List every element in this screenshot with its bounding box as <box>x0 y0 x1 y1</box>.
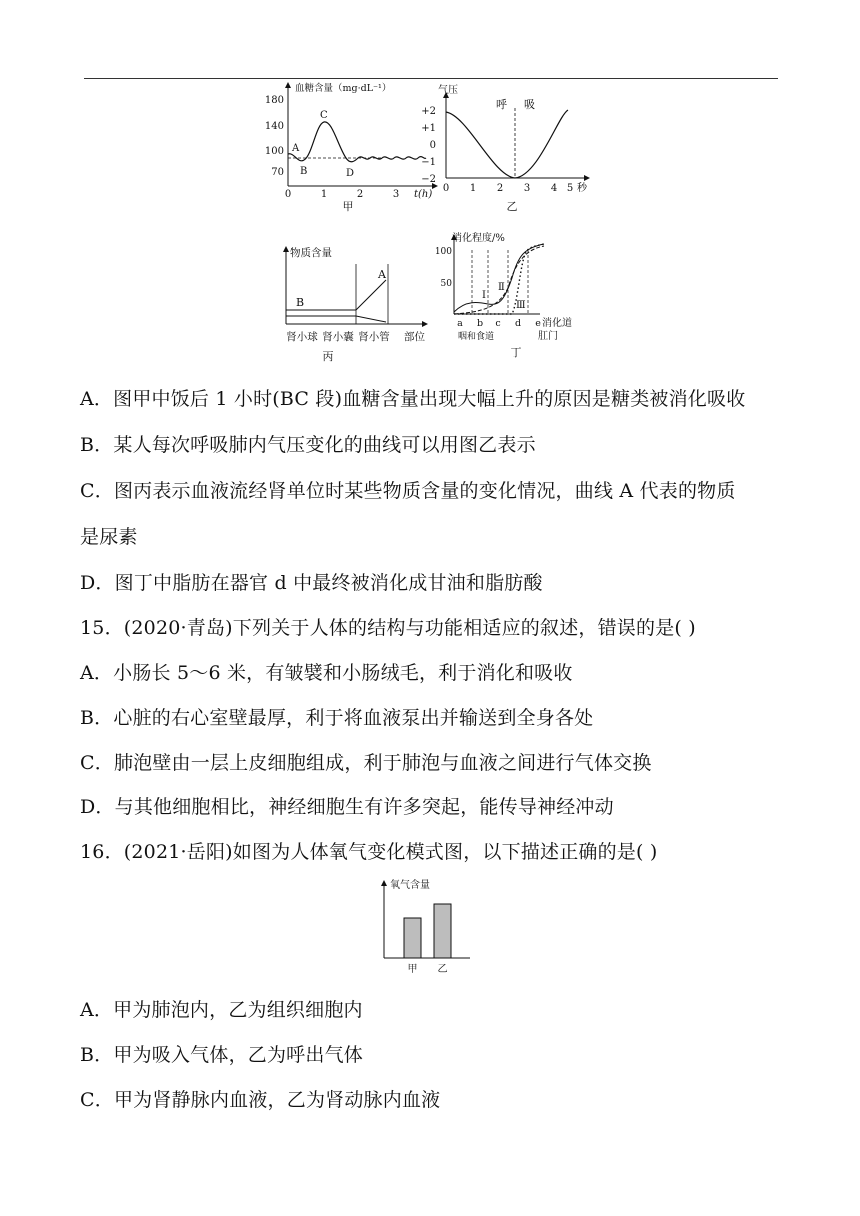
yi-y-title: 气压 <box>438 85 458 96</box>
figure-bing <box>276 240 436 365</box>
figure-oxygen <box>372 874 482 974</box>
jia-x-tick: 3 <box>392 189 400 200</box>
text-line: A．图甲中饭后 1 小时(BC 段)血糖含量出现大幅上升的原因是糖类被消化吸收 <box>80 388 746 410</box>
text-line: 是尿素 <box>80 526 138 548</box>
jia-point-b: B <box>300 166 308 177</box>
ding-x-tick: e <box>535 318 541 329</box>
jia-point-a: A <box>292 143 300 154</box>
jia-y-title: 血糖含量（mg·dL⁻¹） <box>295 83 392 94</box>
text-line: D．与其他细胞相比，神经细胞生有许多突起，能传导神经冲动 <box>80 796 614 818</box>
yi-y-tick: +2 <box>421 106 436 117</box>
yi-caption: 乙 <box>506 200 518 213</box>
ding-y-tick: 100 <box>434 247 452 257</box>
bing-y-title: 物质含量 <box>290 247 332 259</box>
ding-end-label: 肛门 <box>538 331 558 342</box>
oxygen-bar-1 <box>404 918 421 958</box>
jia-x-tick: 1 <box>320 189 328 200</box>
ding-curve-3: Ⅲ <box>516 300 526 311</box>
yi-inhale: 呼 <box>496 98 507 111</box>
jia-y-tick: 100 <box>264 146 284 157</box>
jia-y-tick: 140 <box>264 121 284 132</box>
bing-curve-b: B <box>296 296 305 309</box>
ding-curve-2: Ⅱ <box>498 282 505 293</box>
text-line: B．心脏的右心室壁最厚，利于将血液泵出并输送到全身各处 <box>80 707 594 729</box>
jia-x-label: t(h) <box>414 189 433 200</box>
oxygen-category-label: 甲 <box>407 964 418 974</box>
top-rule <box>84 78 778 79</box>
jia-point-d: D <box>346 168 355 179</box>
jia-y-tick: 70 <box>271 167 284 178</box>
ding-y-title: 消化程度/% <box>452 233 505 244</box>
figure-yi <box>418 80 608 215</box>
text-line: A．甲为肺泡内，乙为组织细胞内 <box>80 999 363 1021</box>
bing-curve-a: A <box>378 268 386 281</box>
bing-x-label: 部位 <box>404 331 425 343</box>
ding-caption: 丁 <box>510 346 522 359</box>
yi-y-tick: 0 <box>429 140 436 151</box>
bing-x-item: 肾小管 <box>358 331 390 343</box>
yi-x-tick: 5 <box>566 183 574 194</box>
ding-x-tick: a <box>457 318 463 329</box>
text-line: B．某人每次呼吸肺内气压变化的曲线可以用图乙表示 <box>80 434 536 456</box>
ding-x-tick: b <box>476 318 484 329</box>
text-line: 16．(2021·岳阳)如图为人体氧气变化模式图，以下描述正确的是( ) <box>80 841 658 863</box>
text-line: B．甲为吸入气体，乙为呼出气体 <box>80 1044 363 1066</box>
yi-x-unit: 秒 <box>577 183 587 194</box>
ding-x-tick: d <box>514 318 522 329</box>
jia-x-tick: 0 <box>284 189 292 200</box>
yi-y-tick: +1 <box>421 123 436 134</box>
oxygen-category-label: 乙 <box>437 964 448 974</box>
figure-jia <box>262 80 442 215</box>
ding-x-tick: c <box>495 318 501 329</box>
yi-exhale: 吸 <box>524 98 535 111</box>
oxygen-bar-2 <box>434 904 451 958</box>
yi-y-tick: −1 <box>421 157 436 168</box>
bing-caption: 丙 <box>322 350 334 363</box>
jia-x-tick: 2 <box>356 189 364 200</box>
ding-y-tick: 50 <box>440 279 452 289</box>
yi-x-tick: 0 <box>442 183 450 194</box>
text-line: D．图丁中脂肪在器官 d 中最终被消化成甘油和脂肪酸 <box>80 572 543 594</box>
yi-y-tick: −2 <box>421 174 436 185</box>
ding-curve-1: Ⅰ <box>482 290 486 301</box>
jia-caption: 甲 <box>342 200 354 213</box>
jia-y-tick: 180 <box>264 95 284 106</box>
ding-start-label: 咽和食道 <box>457 332 495 342</box>
oxygen-y-title: 氧气含量 <box>390 880 430 891</box>
text-line: C．甲为肾静脉内血液，乙为肾动脉内血液 <box>80 1089 441 1111</box>
ding-x-label: 消化道 <box>542 318 572 329</box>
yi-x-tick: 4 <box>550 183 558 194</box>
text-line: C．图丙表示血液流经肾单位时某些物质含量的变化情况，曲线 A 代表的物质 <box>80 480 736 502</box>
bing-x-item: 肾小球 <box>286 331 318 343</box>
text-line: A．小肠长 5～6 米，有皱襞和小肠绒毛，利于消化和吸收 <box>80 662 573 684</box>
bing-x-item: 肾小囊 <box>322 331 354 343</box>
text-line: 15．(2020·青岛)下列关于人体的结构与功能相适应的叙述，错误的是( ) <box>80 617 696 639</box>
yi-x-tick: 1 <box>469 183 477 194</box>
yi-x-tick: 3 <box>523 183 531 194</box>
text-line: C．肺泡壁由一层上皮细胞组成，利于肺泡与血液之间进行气体交换 <box>80 752 652 774</box>
yi-x-tick: 2 <box>496 183 504 194</box>
figure-ding <box>432 228 582 366</box>
jia-point-c: C <box>320 110 328 121</box>
